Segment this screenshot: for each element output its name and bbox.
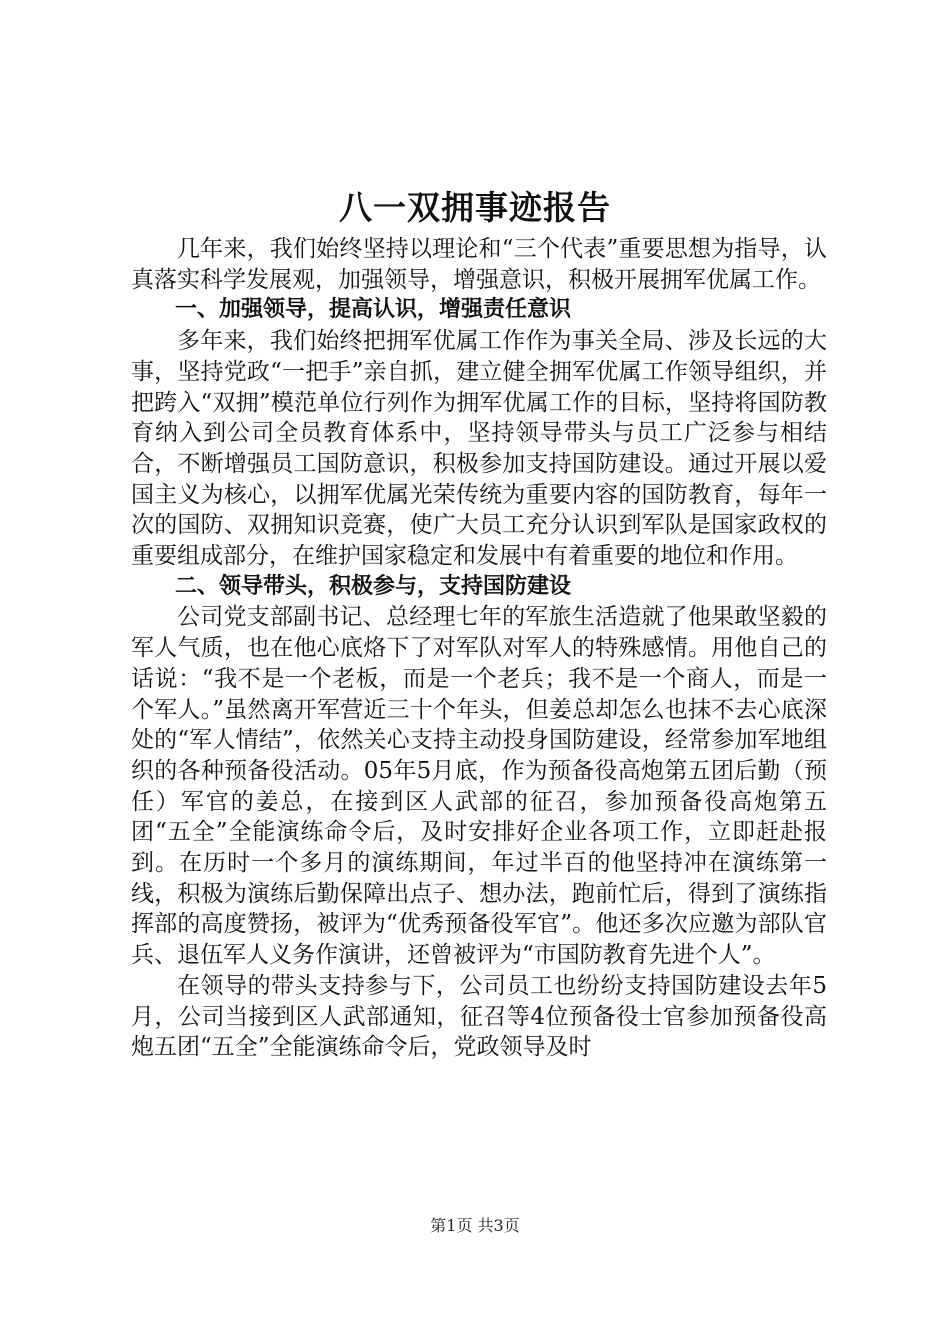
section-heading-1: 一、加强领导，提高认识，增强责任意识	[175, 297, 572, 323]
document-body	[131, 234, 827, 1063]
section-heading-2: 二、领导带头，积极参与，支持国防建设	[175, 573, 572, 599]
section-1-paragraph: 多年来，我们始终把拥军优属工作作为事关全局、涉及长远的大事，坚持党政“一把手”亲自抓，建立健全拥军优属工作领导组织，并把跨入“双拥”模范单位行列作为拥军优属工作的目标，坚持将国防教育纳入到公司全员教育体系中，坚持领导带头与员工广泛参与相结合，不断增强员工国防意识，积极参加支持国防建设。通过开展以爱国主义为核心，以拥军优属光荣传统为重要内容的国防教育，每年一次的国防、双拥知识竞赛，使广大员工充分认识到军队是国家政权的重要组成部分，在维护国家稳定和发展中有着重要的地位和作用。	[131, 328, 827, 570]
section-2-paragraph-2: 在领导的带头支持参与下，公司员工也纷纷支持国防建设去年5月，公司当接到区人武部通知，征召等4位预备役士官参加预备役高炮五团“五全”全能演练命令后，党政领导及时	[131, 972, 827, 1061]
section-2-paragraph-1: 公司党支部副书记、总经理七年的军旅生活造就了他果敢坚毅的军人气质，也在他心底烙下了对军队对军人的特殊感情。用他自己的话说：“我不是一个老板，而是一个老兵；我不是一个商人，而是一个军人。”虽然离开军营近三十个年头，但姜总却怎么也抹不去心底深处的“军人情结”，依然关心支持主动投身国防建设，经常参加军地组织的各种预备役活动。05年5月底，作为预备役高炮第五团后勤（预任）军官的姜总，在接到区人武部的征召，参加预备役高炮第五团“五全”全能演练命令后，及时安排好企业各项工作，立即赶赴报到。在历时一个多月的演练期间，年过半百的他坚持冲在演练第一线，积极为演练后勤保障出点子、想办法，跑前忙后，得到了演练指挥部的高度赞扬，被评为“优秀预备役军官”。他还多次应邀为部队官兵、退伍军人义务作演讲，还曾被评为“市国防教育先进个人”。	[131, 604, 827, 969]
document-title: 八一双拥事迹报告	[339, 188, 611, 227]
intro-paragraph: 几年来，我们始终坚持以理论和“三个代表”重要思想为指导，认真落实科学发展观，加强领导，增强意识，积极开展拥军优属工作。	[131, 236, 827, 293]
page-footer: 第1页 共3页	[430, 1216, 520, 1235]
